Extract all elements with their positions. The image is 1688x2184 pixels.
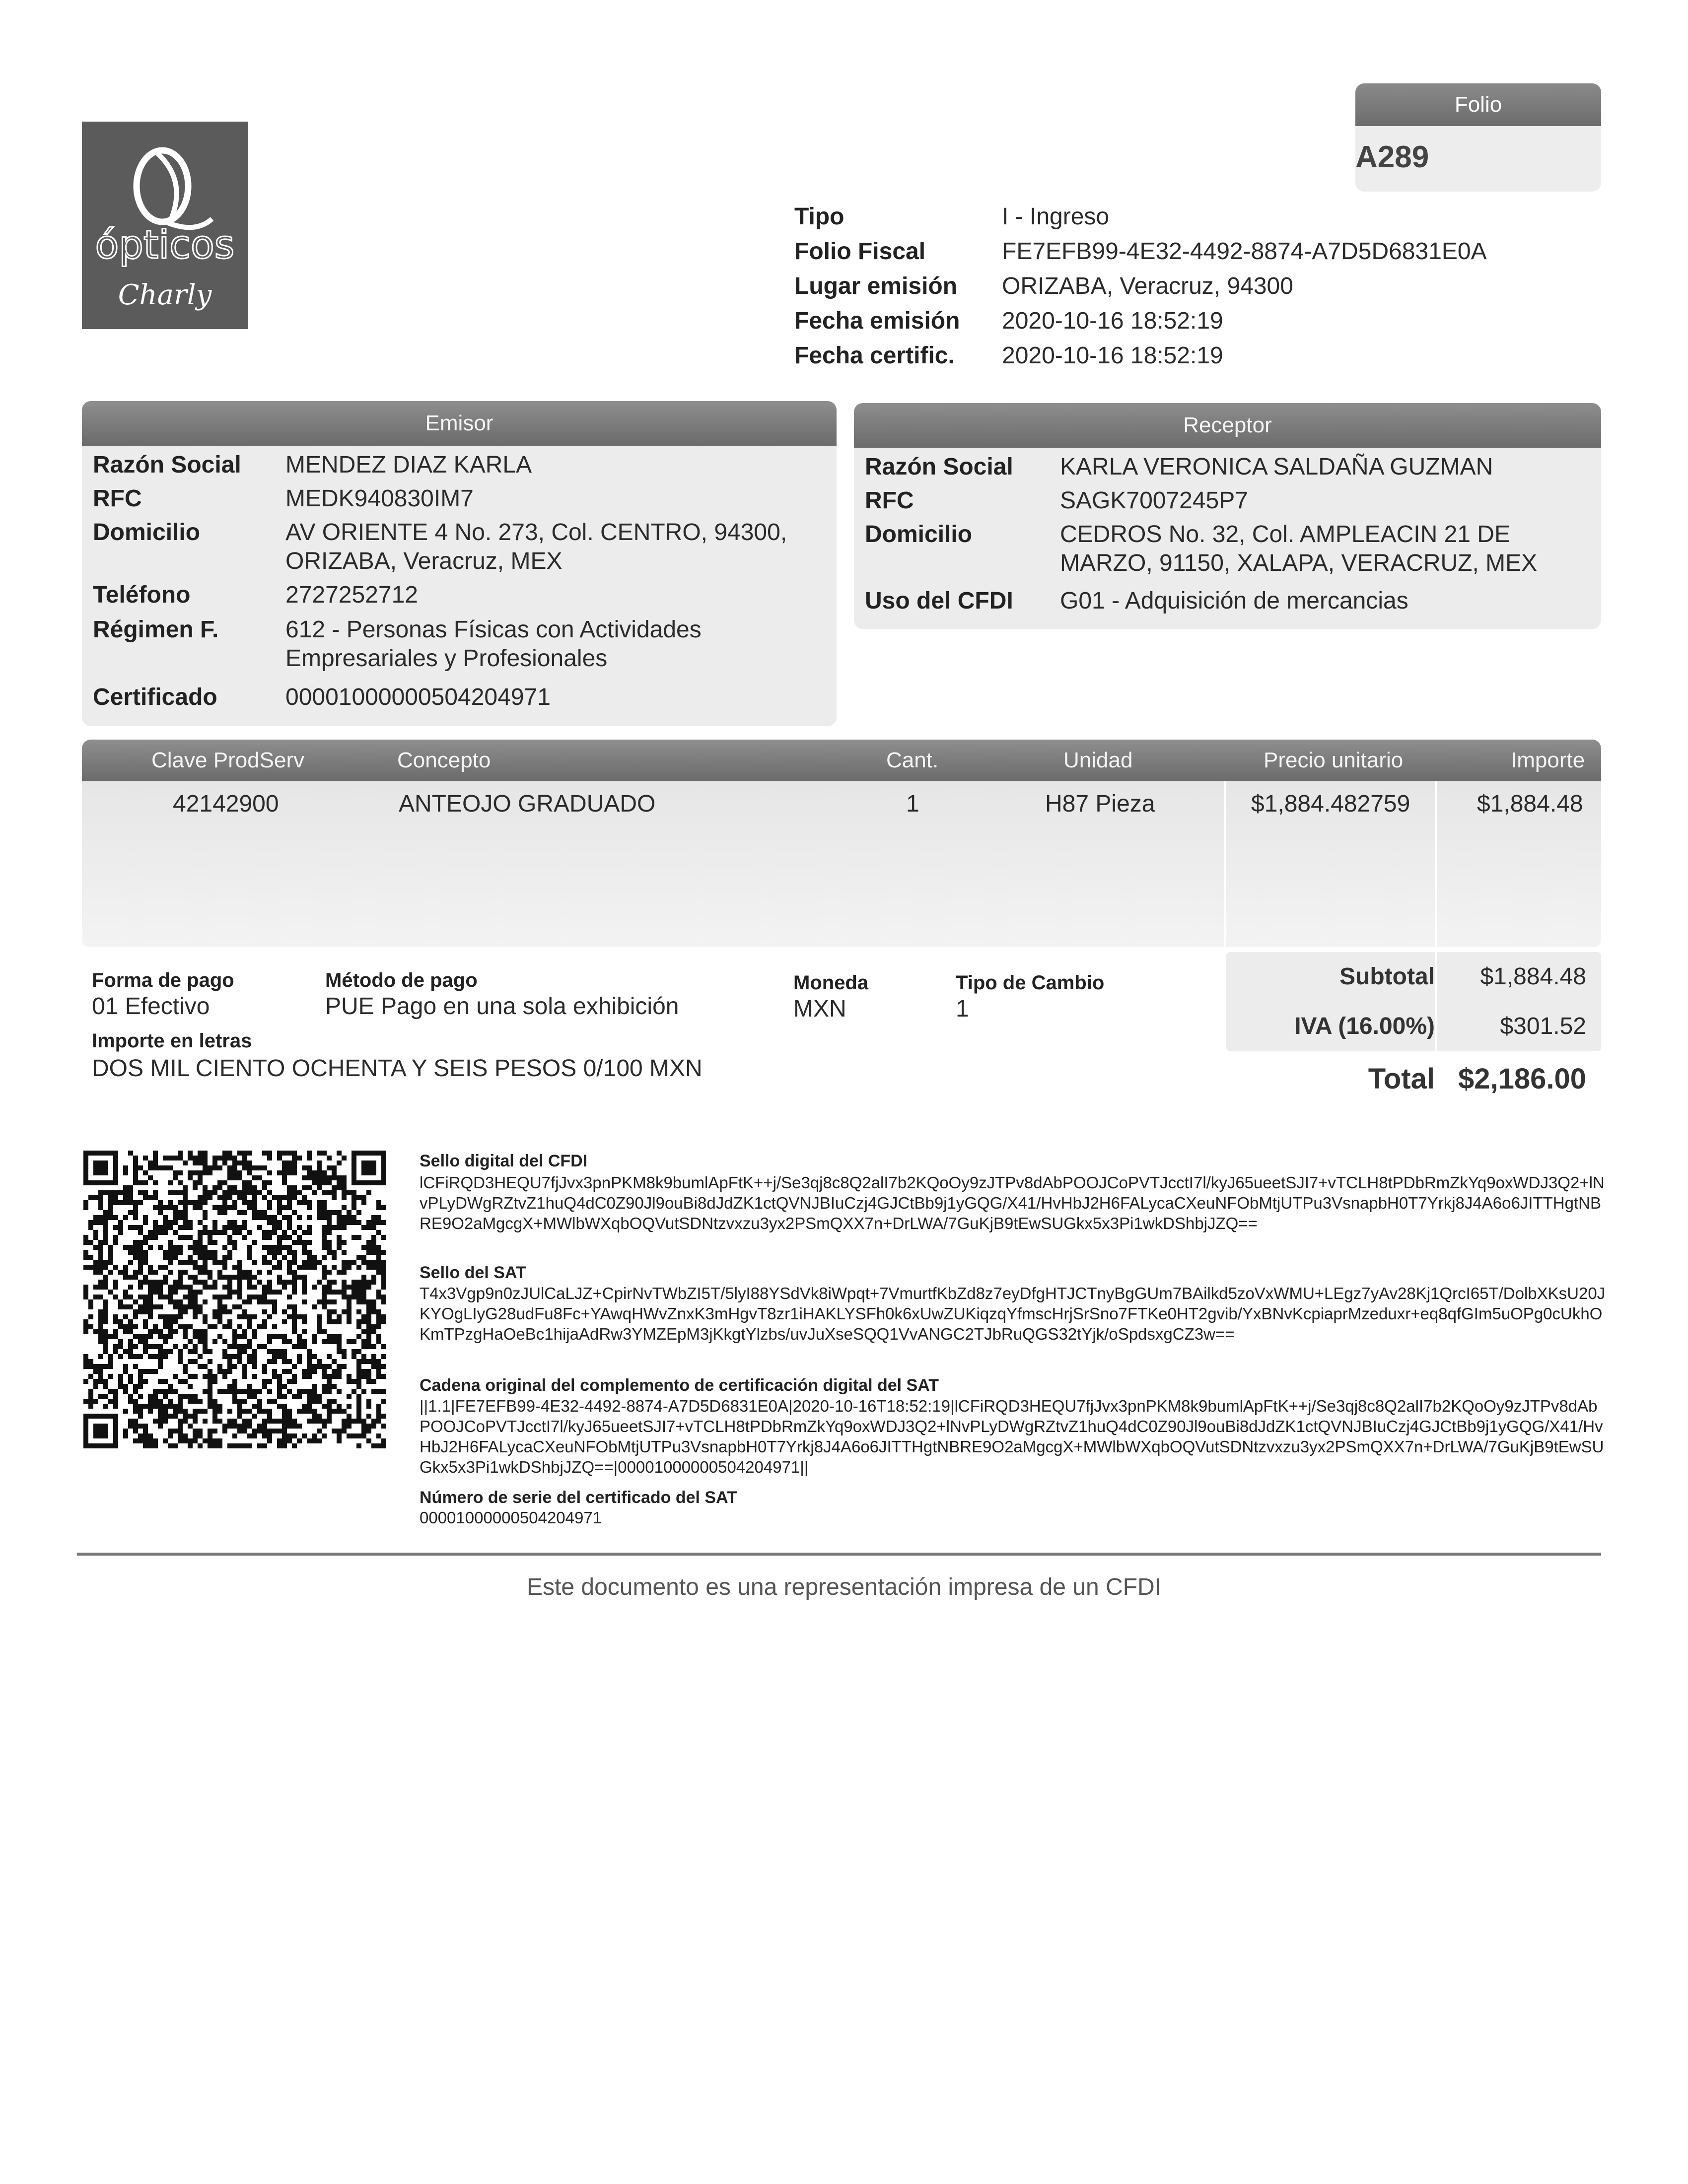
forma-pago-value: 01 Efectivo bbox=[92, 993, 210, 1020]
field-value: MEDK940830IM7 bbox=[285, 485, 474, 512]
tipo-cambio-label: Tipo de Cambio bbox=[956, 972, 1105, 994]
col-header-clave: Clave ProdServ bbox=[151, 748, 305, 772]
field-label: Uso del CFDI bbox=[865, 588, 1013, 614]
numero-serie-value: 00001000000504204971 bbox=[420, 1508, 602, 1527]
metodo-pago-value: PUE Pago en una sola exhibición bbox=[325, 993, 679, 1020]
logo-mark bbox=[82, 122, 248, 329]
info-value: 2020-10-16 18:52:19 bbox=[1002, 342, 1223, 369]
company-logo bbox=[82, 122, 248, 329]
field-value: MARZO, 91150, XALAPA, VERACRUZ, MEX bbox=[1060, 550, 1538, 576]
footer-text: Este documento es una representación impresa de un CFDI bbox=[526, 1574, 1162, 1600]
cell-clave: 42142900 bbox=[173, 791, 279, 817]
info-value: 2020-10-16 18:52:19 bbox=[1002, 308, 1223, 334]
info-value: FE7EFB99-4E32-4492-8874-A7D5D6831E0A bbox=[1002, 238, 1487, 265]
field-label: Razón Social bbox=[93, 452, 241, 478]
subtotal-label: Subtotal bbox=[1339, 963, 1435, 990]
total-value: $2,186.00 bbox=[1458, 1063, 1586, 1095]
field-value: MENDEZ DIAZ KARLA bbox=[285, 452, 532, 478]
cadena-original-title: Cadena original del complemento de certificación digital del SAT bbox=[420, 1376, 939, 1395]
emisor-panel bbox=[82, 401, 837, 726]
field-value: ORIZABA, Veracruz, MEX bbox=[285, 548, 563, 574]
field-value: AV ORIENTE 4 No. 273, Col. CENTRO, 94300, bbox=[285, 519, 787, 546]
info-label: Folio Fiscal bbox=[794, 238, 926, 265]
field-label: RFC bbox=[93, 485, 142, 512]
info-label: Tipo bbox=[794, 204, 844, 230]
field-label: Teléfono bbox=[93, 582, 191, 608]
field-value: KARLA VERONICA SALDAÑA GUZMAN bbox=[1060, 454, 1493, 480]
footer-divider bbox=[77, 1553, 1601, 1556]
metodo-pago-label: Método de pago bbox=[325, 969, 478, 991]
numero-serie-title: Número de serie del certificado del SAT bbox=[420, 1488, 737, 1507]
col-header-cant: Cant. bbox=[886, 748, 939, 772]
field-label: Régimen F. bbox=[93, 616, 219, 643]
importe-letras-value: DOS MIL CIENTO OCHENTA Y SEIS PESOS 0/100 MXN bbox=[92, 1055, 703, 1082]
field-label: Domicilio bbox=[93, 519, 201, 546]
logo-script-text: Charly bbox=[118, 279, 212, 311]
column-divider bbox=[1435, 781, 1437, 947]
cadena-original-value: ||1.1|FE7EFB99-4E32-4492-8874-A7D5D6831E0A|2020-10-16T18:52:19|lCFiRQD3HEQU7fjJvx3pnPKM8k9bumlApFtK++j/Se3qj8c8Q2alI7b2KQoOy9zJTPv8dAbPOOJCoPVTJcctI7l/kyJ65ueetSJI7+vTCLH8tPDbRmZkYq9oxWDJ3Q2+lNvPLyDWgRZtvZ1huQ4dC0Z90Jl9ouBi8dJdZK1ctQVNJBIuCzj4GJCtBb9j1yGQG/X41/HvHbJ2H6FALycaCXeuNFObMtjUTPu3VsnapbH0T7Yrkj8J4A6o6JITTHgtNBRE9O2aMgcgX+MWlbWXqbOQVutSDNtzvxzu3yx2PSmQXX7n+DrLWA/7GuKjB9tEwSUGkx5x3Pi1wkDShbjJZQ==|00001000000504204971|| bbox=[420, 1397, 1604, 1476]
folio-value: A289 bbox=[1355, 140, 1429, 174]
cell-importe: $1,884.48 bbox=[1477, 791, 1583, 817]
totals-divider bbox=[1435, 952, 1437, 1051]
col-header-importe: Importe bbox=[1511, 748, 1585, 772]
field-label: Certificado bbox=[93, 684, 217, 710]
iva-value: $301.52 bbox=[1500, 1013, 1586, 1039]
emisor-title: Emisor bbox=[82, 401, 837, 446]
field-label: Razón Social bbox=[865, 454, 1013, 480]
field-value: 2727252712 bbox=[285, 582, 418, 608]
info-label: Fecha certific. bbox=[794, 342, 955, 369]
info-value: ORIZABA, Veracruz, 94300 bbox=[1002, 273, 1293, 299]
sello-sat-title: Sello del SAT bbox=[420, 1263, 526, 1282]
items-table bbox=[82, 740, 1601, 947]
logo-brand-text: ópticos bbox=[95, 223, 235, 268]
forma-pago-label: Forma de pago bbox=[92, 969, 234, 991]
field-value: 00001000000504204971 bbox=[285, 684, 551, 710]
column-divider bbox=[1224, 781, 1226, 947]
totals-panel bbox=[1226, 952, 1601, 1101]
tipo-cambio-value: 1 bbox=[956, 996, 969, 1022]
iva-label: IVA (16.00%) bbox=[1294, 1013, 1435, 1039]
field-label: RFC bbox=[865, 487, 914, 514]
qr-code-graphic bbox=[83, 1151, 386, 1448]
qr-code bbox=[83, 1151, 386, 1448]
cell-precio: $1,884.482759 bbox=[1251, 791, 1410, 817]
importe-letras-label: Importe en letras bbox=[92, 1030, 252, 1052]
col-header-unidad: Unidad bbox=[1063, 748, 1133, 772]
moneda-value: MXN bbox=[793, 996, 846, 1022]
total-label: Total bbox=[1368, 1063, 1435, 1095]
receptor-title: Receptor bbox=[854, 403, 1601, 448]
moneda-label: Moneda bbox=[793, 972, 869, 994]
info-label: Fecha emisión bbox=[794, 308, 960, 334]
cell-cant: 1 bbox=[906, 791, 919, 817]
col-header-concepto: Concepto bbox=[397, 748, 491, 772]
folio-label: Folio bbox=[1355, 83, 1601, 126]
field-value: 612 - Personas Físicas con Actividades bbox=[285, 616, 702, 643]
field-value: SAGK7007245P7 bbox=[1060, 487, 1248, 514]
sello-cfdi-value: lCFiRQD3HEQU7fjJvx3pnPKM8k9bumlApFtK++j/Se3qj8c8Q2alI7b2KQoOy9zJTPv8dAbPOOJCoPVTJcctI7l/kyJ65ueetSJI7+vTCLH8tPDbRmZkYq9oxWDJ3Q2+lNvPLyDWgRZtvZ1huQ4dC0Z90Jl9ouBi8dJdZK1ctQVNJBIuCzj4GJCtBb9j1yGQG/X41/HvHbJ2H6FALycaCXeuNFObMtjUTPu3VsnapbH0T7Yrkj8J4A6o6JITTHgtNBRE9O2aMgcgX+MWlbWXqbOQVutSDNtzvxzu3yx2PSmQXX7n+DrLWA/7GuKjB9tEwSUGkx5x3Pi1wkDShbjJZQ== bbox=[420, 1173, 1605, 1232]
field-value: G01 - Adquisición de mercancias bbox=[1060, 588, 1408, 614]
subtotal-value: $1,884.48 bbox=[1480, 963, 1586, 990]
cell-unidad: H87 Pieza bbox=[1045, 791, 1155, 817]
col-header-precio: Precio unitario bbox=[1264, 748, 1404, 772]
field-label: Domicilio bbox=[865, 521, 973, 547]
info-label: Lugar emisión bbox=[794, 273, 958, 299]
sello-cfdi-title: Sello digital del CFDI bbox=[420, 1152, 588, 1170]
field-value: CEDROS No. 32, Col. AMPLEACIN 21 DE bbox=[1060, 521, 1510, 547]
cell-concepto: ANTEOJO GRADUADO bbox=[399, 791, 656, 817]
receptor-panel bbox=[854, 403, 1601, 629]
folio-box bbox=[1355, 83, 1601, 192]
info-value: I - Ingreso bbox=[1002, 204, 1110, 230]
field-value: Empresariales y Profesionales bbox=[285, 645, 608, 672]
sello-sat-value: T4x3Vgp9n0zJUlCaLJZ+CpirNvTWbZI5T/5lyI88YSdVk8iWpqt+7VmurtfKbZd8z7eyDfgHTJCTnyBgGUm7BAilkd5zoVxWMU+LEgz7yAv28Kj1QrcI65T/DolbXKsU20JKYOgLIyG28udFu8Fc+YAwqHWvZnxK3mHgvT8zr1iHAKLYSFh0k6xUwZUKiqzqYfmscHrjSrSno7FTKe0HT2gvib/YxBNvKcpiaprMzeduxr+eq8qfGIm5uOPg0cUkhOKmTPzgHaOeBc1hijaAdRw3YMZEpM3jKkgtYlzbs/uvJuXseSQQ1VvANGC2TJbRuQGS32tYjk/oSpdsxgCZ3w== bbox=[420, 1284, 1606, 1343]
